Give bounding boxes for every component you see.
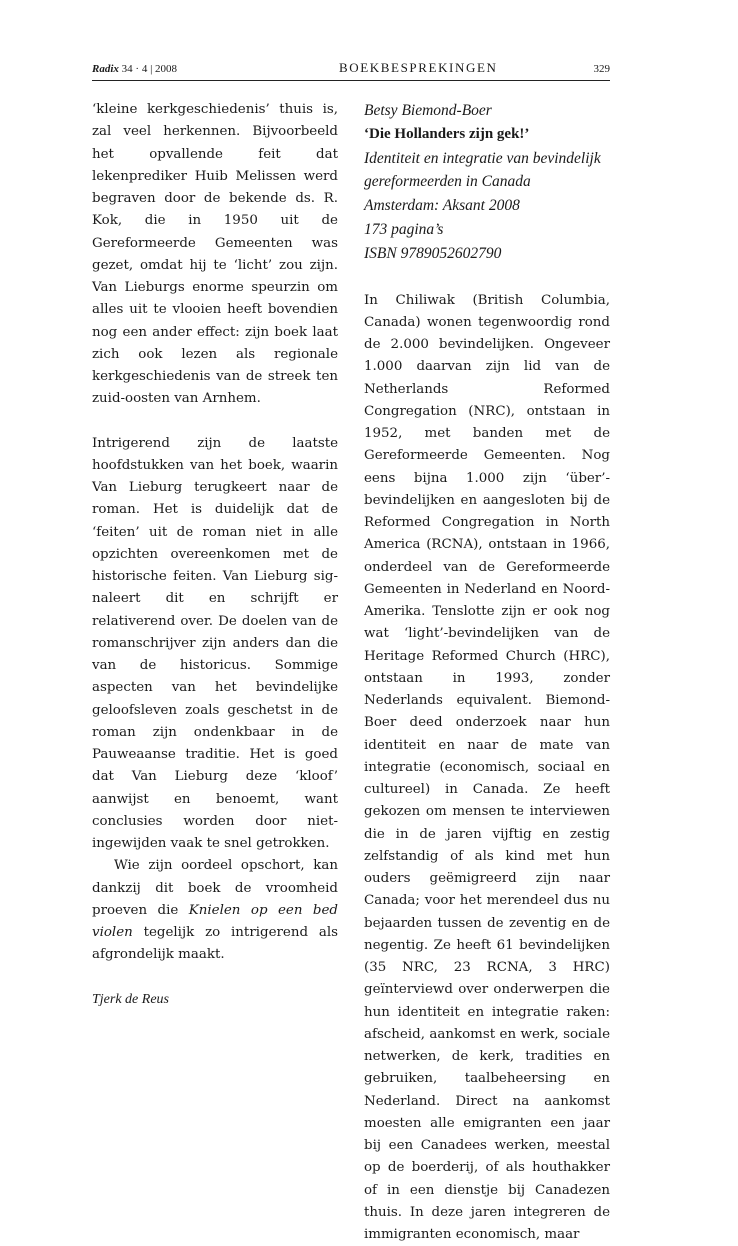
- header-rule: [92, 80, 610, 81]
- book-subtitle-line: Identiteit en integratie van bevindelijk: [364, 149, 601, 167]
- text-run: Wie zijn oordeel opschort, kan dankzij dit boek de vroomheid proeven die: [92, 858, 338, 918]
- book-pages: 173 pagina’s: [364, 220, 444, 238]
- journal-reference: [92, 63, 177, 75]
- paragraph: ‘kleine kerkgeschiedenis’ thuis is, zal veel herkennen. Bijvoorbeeld het opvallende feit dat lekenprediker Huib Melissen werd begraven door de bekende ds. R. Kok, die in 1950 uit de Gereformeerde Gemeenten was gezet, omdat hij te ‘licht’ zou zijn. Van Lieburgs enorme speurzin om alles uit te vlooien heeft bovendien nog een ander effect: zijn boek laat zich ook lezen als regionale kerkgeschiedenis van de streek ten zuid-oosten van Arnhem.: [92, 102, 338, 407]
- left-column: [92, 99, 338, 1011]
- reviewer-signature: Tjerk de Reus: [92, 991, 169, 1007]
- page-number: 329: [593, 63, 610, 75]
- paragraph: Intrigerend zijn de laatste hoofdstukken van het boek, waarin Van Lieburg terugkeert naar de roman. Het is duidelijk dat de ‘feiten’ uit de roman niet in alle opzichten overeenkomen met de historische feiten. Van Lieburg signaleert dit en schrijft er relativerend over. De doelen van de romanschrijver zijn anders dan die van de historicus. Sommige aspecten van het bevindelijke geloofsleven zoals geschetst in de roman zijn ondenkbaar in de Pauweaanse traditie. Het is goed dat Van Lieburg deze ‘kloof’ aanwijst en benoemt, want conclusies worden door nietingewijden vaak te snel getrokken.: [92, 435, 338, 851]
- right-column: [364, 99, 610, 1246]
- book-title-reference: Knielen op een bed violen: [92, 902, 338, 940]
- text-run: tegelijk zo intrigerend als afgrondelijk maakt.: [92, 925, 338, 963]
- book-info: [364, 99, 610, 266]
- journal-issue: 34 · 4 | 2008: [118, 63, 178, 75]
- journal-name: Radix: [92, 63, 119, 75]
- paragraph: [92, 855, 338, 966]
- book-title: ‘Die Hollanders zijn gek!’: [364, 125, 530, 142]
- paragraph: In Chiliwak (British Columbia, Canada) wonen tegenwoordig rond de 2.000 bevindelijken. Ongeveer 1.000 daarvan zijn lid van de Netherlands Reformed Congregation (NRC), ontstaan in 1952, met banden met de Gereformeerde Gemeenten. Nog eens bijna 1.000 zijn ‘über’-bevindelijken en aangesloten bij de Reformed Congregation in North America (RCNA), ontstaan in 1966, onderdeel van de Gereformeerde Gemeenten in Nederland en Noord-Amerika. Tenslotte zijn er ook nog wat ‘light’-bevindelijken van de Heritage Reformed Church (HRC), ontstaan in 1993, zonder Nederlands equivalent. Biemond-Boer deed onderzoek naar hun identiteit en naar de mate van integratie (economisch, sociaal en cultureel) in Canada. Ze heeft gekozen om mensen te interviewen die in de jaren vijftig en zestig zelfstandig of als kind met hun ouders geëmigreerd zijn naar Canada; voor het merendeel dus nu bejaarden tussen de zeventig en de negentig. Ze heeft 61 bevindelijken (35 NRC, 23 RCNA, 3 HRC) geïnterviewd over onderwerpen die hun identiteit en integratie raken: afscheid, aankomst en werk, sociale netwerken, de kerk, tradities en gebruiken, taalbeheersing en Nederland. Direct na aankomst moesten alle emigranten een jaar bij een Canadees werken, meestal op de boerderij, of als houthakker of in een dienstje bij Canadezen thuis. In deze jaren integreren de immigranten economisch, maar: [364, 292, 610, 1243]
- book-publisher: Amsterdam: Aksant 2008: [364, 197, 520, 215]
- book-isbn: ISBN 9789052602790: [364, 244, 502, 262]
- section-title: BOEKBESPREKINGEN: [339, 60, 498, 75]
- running-header: [92, 60, 610, 80]
- book-subtitle-line: gereformeerden in Canada: [364, 173, 531, 191]
- book-author: Betsy Biemond-Boer: [364, 102, 492, 119]
